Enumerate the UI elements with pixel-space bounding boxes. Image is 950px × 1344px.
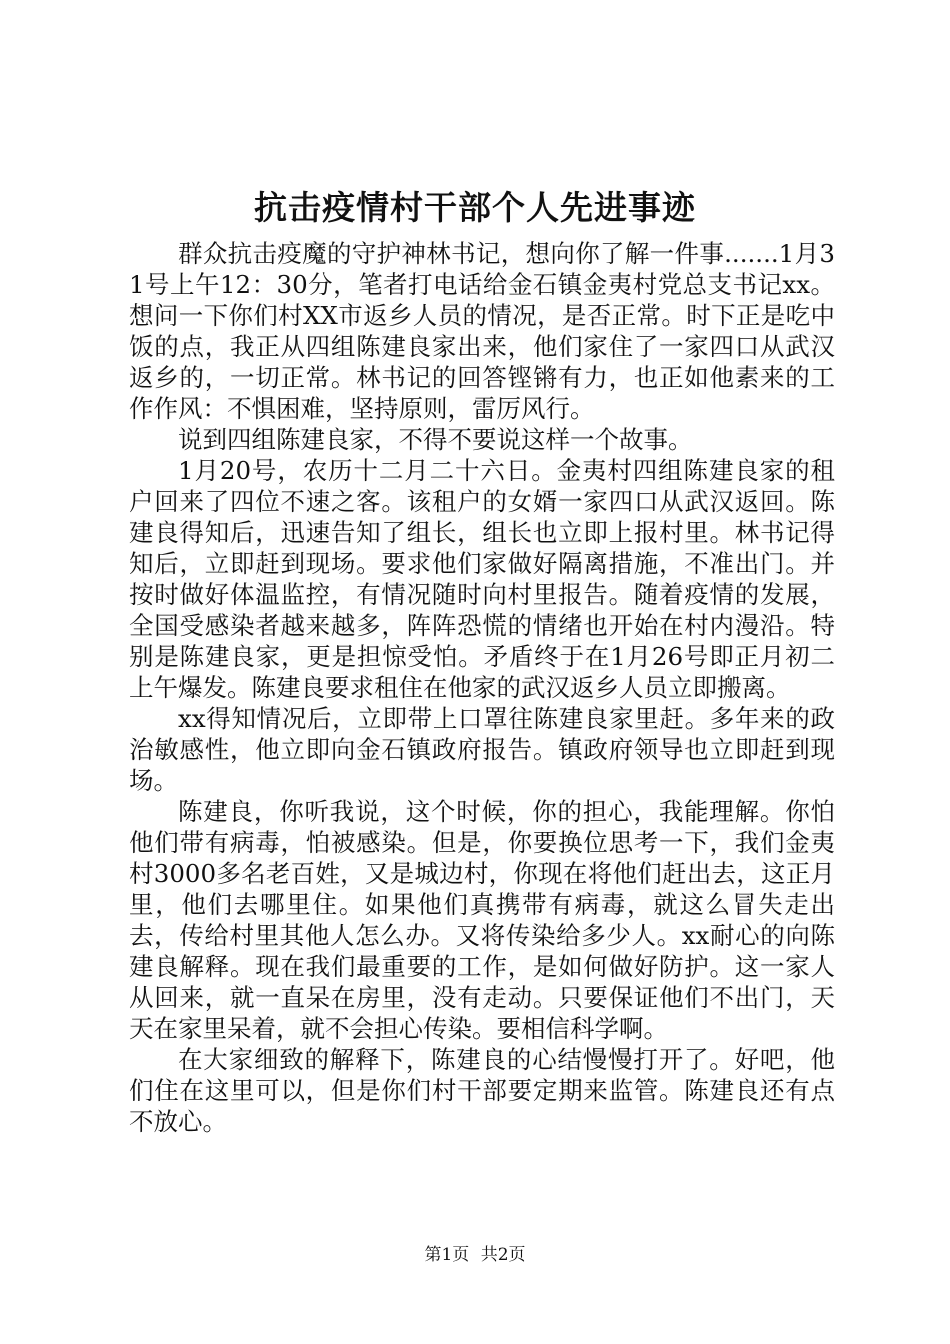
paragraph: 说到四组陈建良家，不得不要说这样一个故事。 [178,425,693,454]
document-body [129,238,835,1137]
paragraph: xx得知情况后，立即带上口罩往陈建良家里赶。多年来的政治敏感性，他立即向金石镇政府报告。镇政府领导也立即赶到现场。 [129,704,835,795]
document-title: 抗击疫情村干部个人先进事迹 [254,188,696,227]
paragraph: 陈建良，你听我说，这个时候，你的担心，我能理解。你怕他们带有病毒，怕被感染。但是，你要换位思考一下，我们金夷村3000多名老百姓，又是城边村，你现在将他们赶出去，这正月里，他们去哪里住。如果他们真携带有病毒，就这么冒失走出去，传给村里其他人怎么办。又将传染给多少人。xx耐心的向陈建良解释。现在我们最重要的工作，是如何做好防护。这一家人从回来，就一直呆在房里，没有走动。只要保证他们不出门，天天在家里呆着，就不会担心传染。要相信科学啊。 [129,797,835,1043]
paragraph: 在大家细致的解释下，陈建良的心结慢慢打开了。好吧，他们住在这里可以，但是你们村干部要定期来监管。陈建良还有点不放心。 [129,1045,835,1136]
paragraph: 1月20号，农历十二月二十六日。金夷村四组陈建良家的租户回来了四位不速之客。该租户的女婿一家四口从武汉返回。陈建良得知后，迅速告知了组长，组长也立即上报村里。林书记得知后，立即赶到现场。要求他们家做好隔离措施，不准出门。并按时做好体温监控，有情况随时向村里报告。随着疫情的发展，全国受感染者越来越多，阵阵恐慌的情绪也开始在村内漫沿。特别是陈建良家，更是担惊受怕。矛盾终于在1月26号即正月初二上午爆发。陈建良要求租住在他家的武汉返乡人员立即搬离。 [129,456,835,702]
paragraph: 群众抗击疫魔的守护神林书记，想向你了解一件事.......1月31号上午12：30分，笔者打电话给金石镇金夷村党总支书记xx。想问一下你们村XX市返乡人员的情况，是否正常。时下正是吃中饭的点，我正从四组陈建良家出来，他们家住了一家四口从武汉返乡的，一切正常。林书记的回答铿锵有力，也正如他素来的工作作风：不惧困难，坚持原则，雷厉风行。 [129,239,835,423]
page-number: 第1页 [424,1245,470,1265]
page-total: 共2页 [480,1245,526,1265]
page-footer [0,1244,950,1266]
